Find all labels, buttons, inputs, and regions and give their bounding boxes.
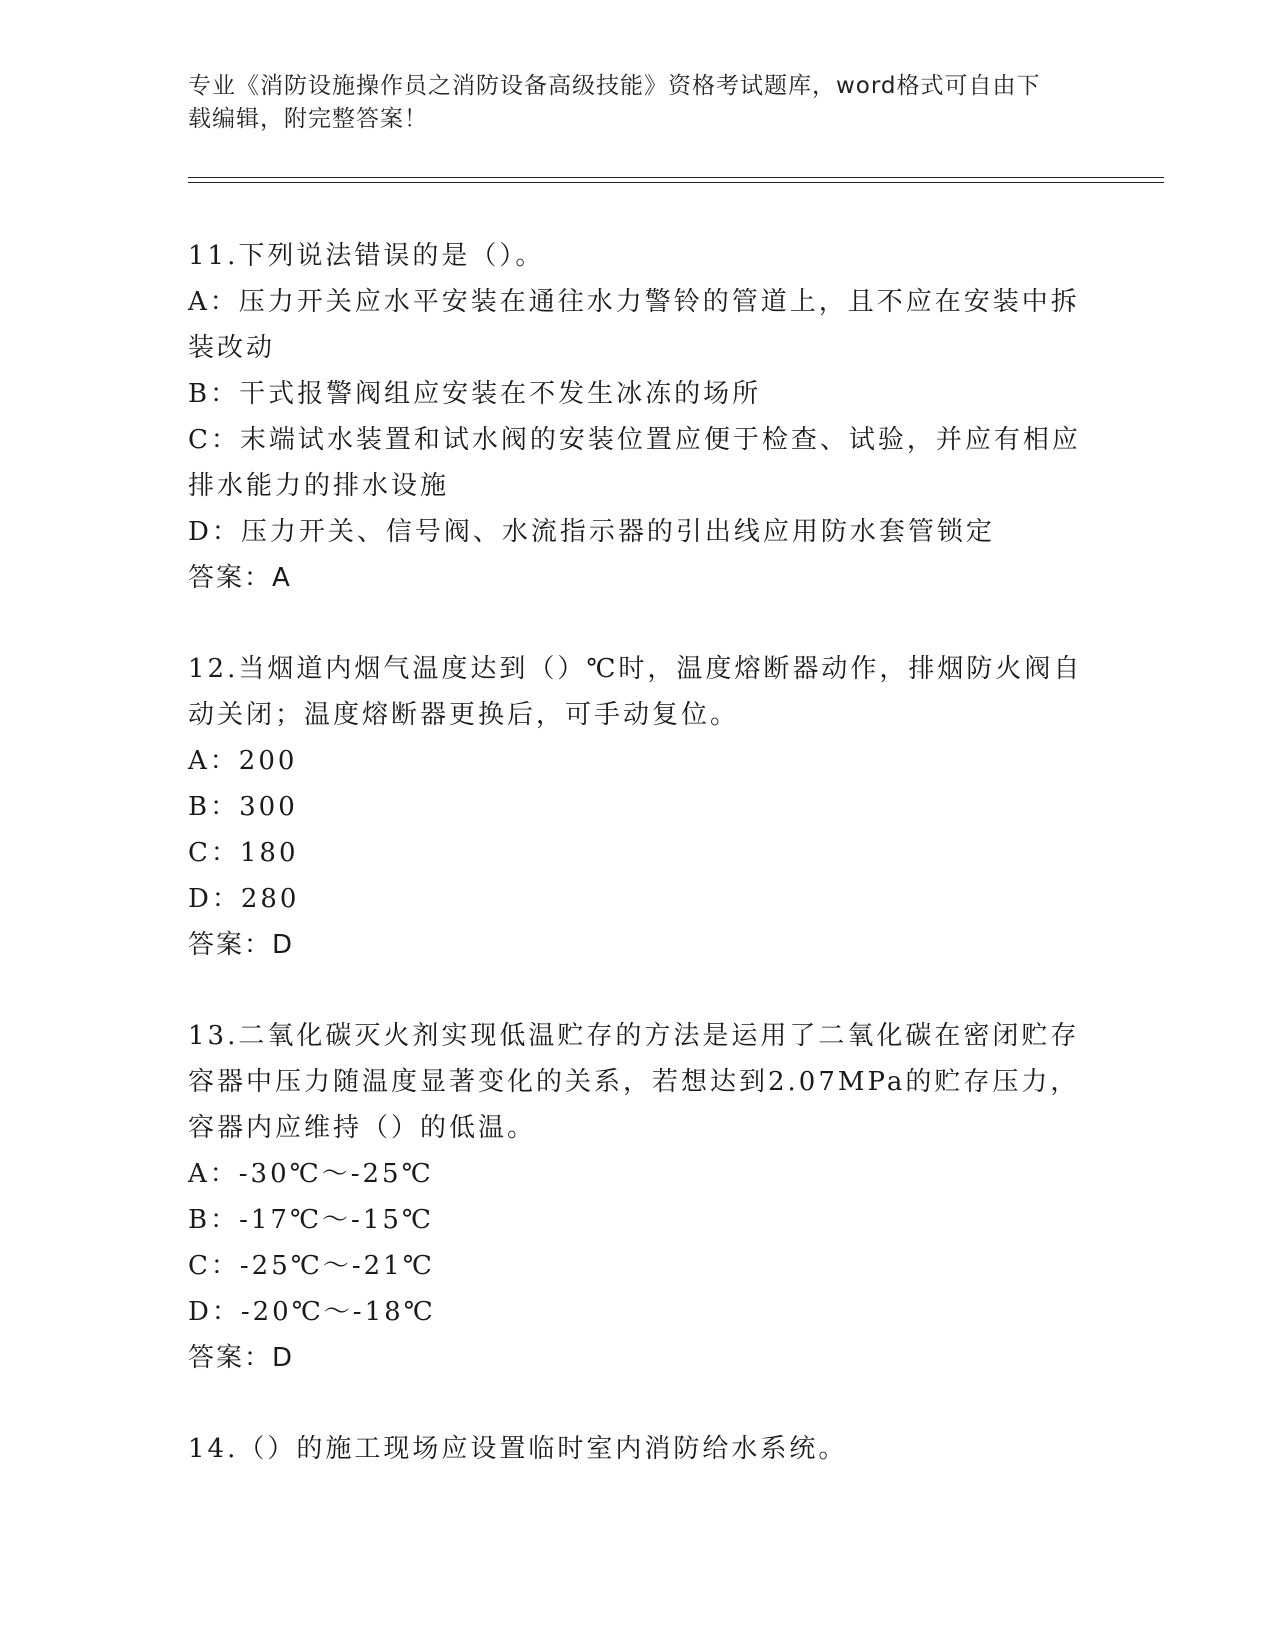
option-line: 排水能力的排水设施 <box>188 471 450 501</box>
question-item <box>188 233 1088 601</box>
option-line: A：压力开关应水平安装在通往水力警铃的管道上，且不应在安装中拆 <box>188 287 1080 317</box>
question-text-line: 14.（）的施工现场应设置临时室内消防给水系统。 <box>188 1434 848 1464</box>
answer-value: D <box>272 930 295 960</box>
option-line: D：280 <box>188 884 300 914</box>
question-text-line: 13.二氧化碳灭火剂实现低温贮存的方法是运用了二氧化碳在密闭贮存 <box>188 1021 1080 1051</box>
answer-value: D <box>272 1343 295 1373</box>
answer-label: 答案： <box>188 1343 273 1373</box>
option-line: D：-20℃～-18℃ <box>188 1297 436 1327</box>
answer-line <box>188 922 1088 968</box>
question-text-line: 动关闭；温度熔断器更换后，可手动复位。 <box>188 700 740 730</box>
question-text-line: 容器内应维持（）的低温。 <box>188 1113 537 1143</box>
question-item <box>188 1013 1088 1381</box>
header-line-2: 载编辑，附完整答案！ <box>188 106 428 132</box>
question-item <box>188 1426 1088 1472</box>
option-line: C：末端试水装置和试水阀的安装位置应便于检查、试验，并应有相应 <box>188 425 1081 455</box>
answer-line <box>188 555 1088 601</box>
question-text-line: 11.下列说法错误的是（）。 <box>188 241 545 271</box>
question-item <box>188 646 1088 968</box>
option-line: D：压力开关、信号阀、水流指示器的引出线应用防水套管锁定 <box>188 517 995 547</box>
header-line-1: 专业《消防设施操作员之消防设备高级技能》资格考试题库，word格式可自由下 <box>188 73 1041 99</box>
question-text-line: 12.当烟道内烟气温度达到（）℃时，温度熔断器动作，排烟防火阀自 <box>188 654 1083 684</box>
answer-label: 答案： <box>188 563 273 593</box>
option-line: C：-25℃～-21℃ <box>188 1251 435 1281</box>
option-line: C：180 <box>188 838 299 868</box>
answer-value: A <box>272 563 292 593</box>
header-divider-bottom <box>188 182 1164 183</box>
question-text-line: 容器中压力随温度显著变化的关系，若想达到2.07MPa的贮存压力， <box>188 1067 1080 1097</box>
answer-line <box>188 1335 1088 1381</box>
option-line: 装改动 <box>188 333 276 363</box>
document-header <box>188 70 1068 136</box>
option-line: A：200 <box>188 746 298 776</box>
option-line: A：-30℃～-25℃ <box>188 1159 434 1189</box>
option-line: B：300 <box>188 792 298 822</box>
option-line: B：干式报警阀组应安装在不发生冰冻的场所 <box>188 379 762 409</box>
header-divider-top <box>188 177 1164 178</box>
answer-label: 答案： <box>188 930 273 960</box>
option-line: B：-17℃～-15℃ <box>188 1205 435 1235</box>
question-list <box>188 233 1088 1472</box>
